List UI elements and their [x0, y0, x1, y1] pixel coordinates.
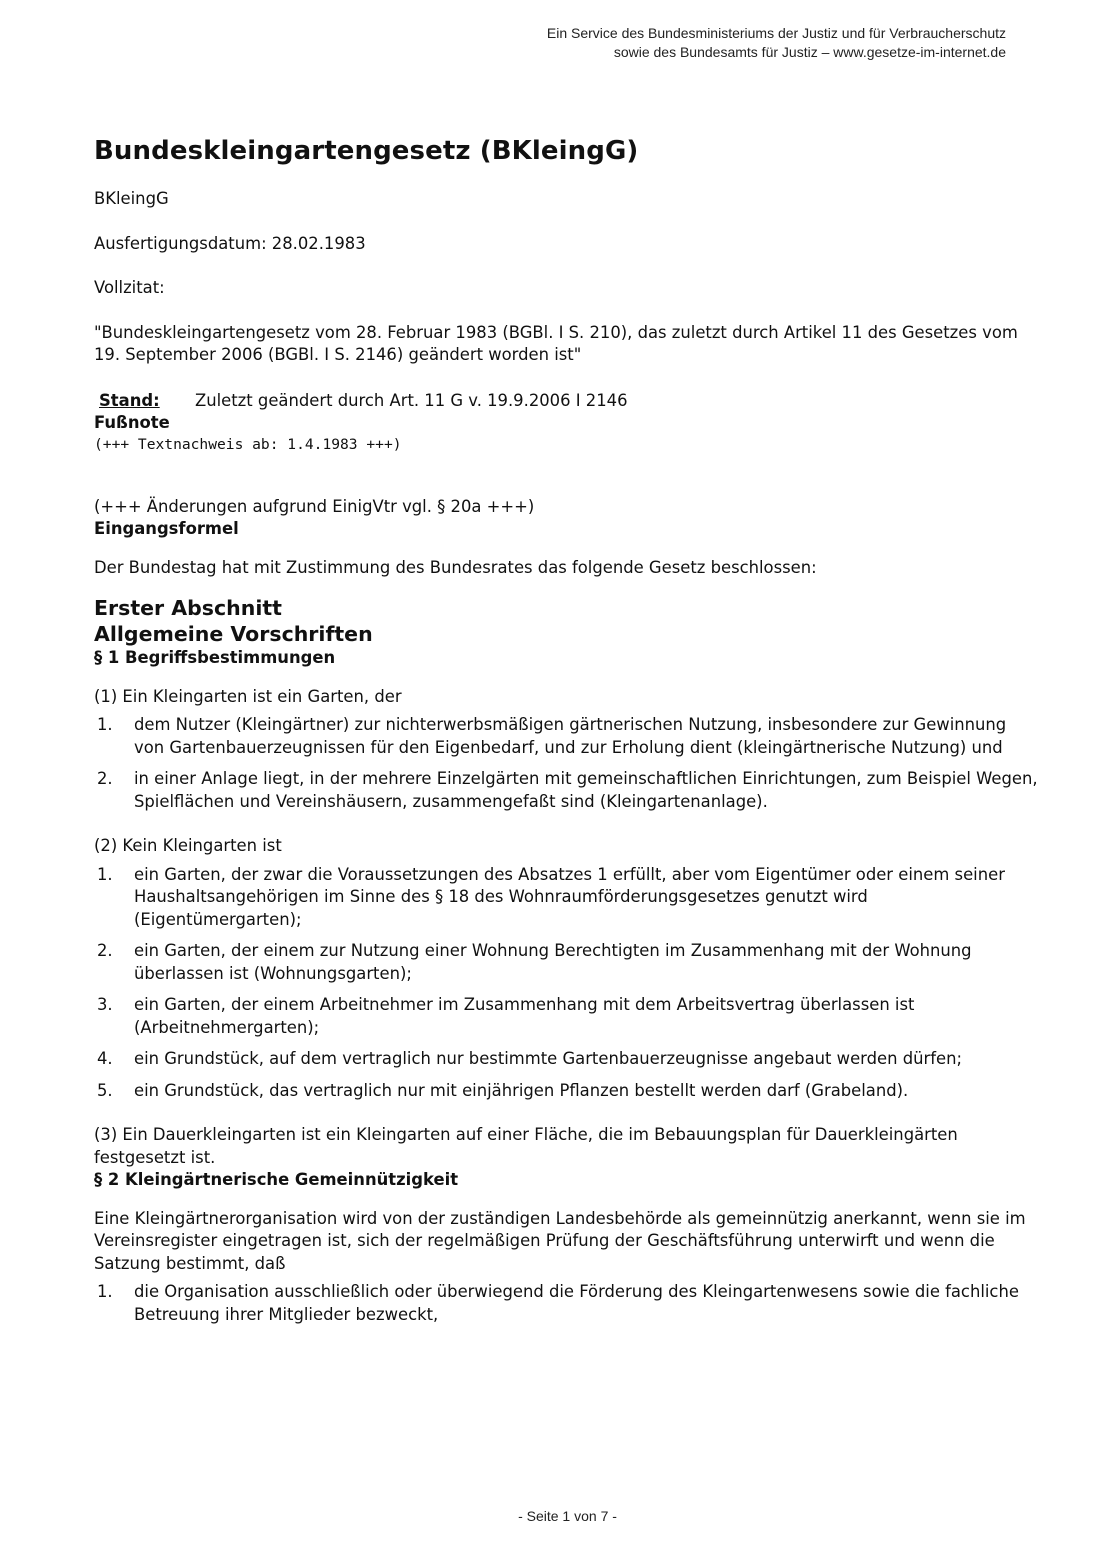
stand-row — [94, 390, 1039, 413]
vollzitat-text: "Bundeskleingartengesetz vom 28. Februar 1983 (BGBl. I S. 210), das zuletzt durch Artikel 11 des Gesetzes vom 19. September 2006 (BGBl. I S. 2146) geändert worden ist" — [94, 322, 1018, 364]
fussnote-aenderungen: (+++ Änderungen aufgrund EinigVtr vgl. § 20a +++) — [94, 496, 535, 516]
list-item-text: ein Garten, der zwar die Voraussetzungen des Absatzes 1 erfüllt, aber vom Eigentümer oder einem seiner Haushaltsangehörigen im Sinne des § 18 des Wohnraumförderungsgesetzes genutzt wird (Eigentümergarten); — [134, 864, 1005, 929]
paragraph-1-absatz-1: (1) Ein Kleingarten ist ein Garten, der — [94, 686, 402, 706]
list-item — [94, 714, 1039, 759]
section-heading — [94, 595, 1039, 647]
fussnote-heading: Fußnote — [94, 413, 170, 432]
stand-label: Stand: — [99, 390, 160, 410]
list-item — [94, 864, 1039, 932]
document-title: Bundeskleingartengesetz (BKleingG) — [94, 136, 639, 166]
list-item-number: 1. — [97, 864, 113, 884]
list-item-text: die Organisation ausschließlich oder überwiegend die Förderung des Kleingartenwesens sowie die fachliche Betreuung ihrer Mitglieder bezweckt, — [134, 1282, 1019, 1324]
list-item — [94, 768, 1039, 813]
stand-text: Zuletzt geändert durch Art. 11 G v. 19.9.2006 I 2146 — [195, 390, 628, 410]
paragraph-2-text: Eine Kleingärtnerorganisation wird von der zuständigen Landesbehörde als gemeinnützig anerkannt, wenn sie im Vereinsregister eingetragen ist, sich der regelmäßigen Prüfung der Geschäftsführung unterwirft und wenn die Satzung bestimmt, daß — [94, 1208, 1026, 1273]
header-line-1: Ein Service des Bundesministeriums der Justiz und für Verbraucherschutz — [546, 25, 1006, 41]
list-item — [94, 1080, 1039, 1103]
list-item — [94, 1281, 1039, 1326]
list-item — [94, 994, 1039, 1039]
vollzitat-label: Vollzitat: — [94, 278, 165, 297]
paragraph-1-absatz-3: (3) Ein Dauerkleingarten ist ein Kleingarten auf einer Fläche, die im Bebauungsplan für Dauerkleingärten festgesetzt ist. — [94, 1125, 958, 1167]
paragraph-2-list — [94, 1281, 1039, 1326]
list-item-number: 1. — [97, 715, 113, 734]
list-item-number: 2. — [97, 941, 113, 960]
list-item-text: in einer Anlage liegt, in der mehrere Einzelgärten mit gemeinschaftlichen Einrichtungen, zum Beispiel Wegen, Spielflächen und Vereinshäusern, zusammengefaßt sind (Kleingartenanlage). — [134, 769, 1038, 811]
paragraph-1-list-2 — [94, 864, 1039, 1103]
list-item — [94, 940, 1039, 985]
page-number: - Seite 1 von 7 - — [518, 1508, 617, 1524]
list-item-text: ein Grundstück, auf dem vertraglich nur bestimmte Gartenbauerzeugnisse angebaut werden dürfen; — [134, 1049, 963, 1068]
header-line-2: sowie des Bundesamts für Justiz – www.gesetze-im-internet.de — [613, 44, 1006, 60]
list-item — [94, 1048, 1039, 1071]
list-item-text: ein Garten, der einem Arbeitnehmer im Zusammenhang mit dem Arbeitsvertrag überlassen ist (Arbeitnehmergarten); — [134, 995, 915, 1037]
eingangsformel-heading: Eingangsformel — [94, 519, 239, 538]
ausfertigungsdatum: Ausfertigungsdatum: 28.02.1983 — [94, 233, 366, 253]
law-abbreviation: BKleingG — [94, 189, 169, 208]
list-item-number: 4. — [97, 1049, 113, 1068]
list-item-number: 2. — [97, 769, 113, 788]
list-item-text: ein Garten, der einem zur Nutzung einer Wohnung Berechtigten im Zusammenhang mit der Wohnung überlassen ist (Wohnungsgarten); — [134, 941, 972, 983]
paragraph-1-list-1 — [94, 714, 1039, 813]
paragraph-1-heading: § 1 Begriffsbestimmungen — [94, 648, 336, 667]
fussnote-textnachweis: (+++ Textnachweis ab: 1.4.1983 +++) — [94, 435, 402, 453]
list-item-number: 1. — [97, 1282, 113, 1301]
document-body — [94, 132, 1039, 1335]
section-heading-line-2: Allgemeine Vorschriften — [94, 622, 373, 646]
list-item-text: dem Nutzer (Kleingärtner) zur nichterwerbsmäßigen gärtnerischen Nutzung, insbesondere zur Gewinnung von Gartenbauerzeugnissen für den Eigenbedarf, und zur Erholung dient (kleingärtnerische Nutzung) und — [134, 715, 1007, 757]
page-header — [547, 24, 1006, 62]
list-item-number: 5. — [97, 1080, 113, 1100]
list-item-text: ein Grundstück, das vertraglich nur mit einjährigen Pflanzen bestellt werden darf (Grabeland). — [134, 1080, 909, 1100]
eingangsformel-text: Der Bundestag hat mit Zustimmung des Bundesrates das folgende Gesetz beschlossen: — [94, 557, 817, 577]
list-item-number: 3. — [97, 995, 113, 1014]
paragraph-1-absatz-2: (2) Kein Kleingarten ist — [94, 836, 282, 855]
paragraph-2-heading: § 2 Kleingärtnerische Gemeinnützigkeit — [94, 1170, 459, 1189]
section-heading-line-1: Erster Abschnitt — [94, 596, 282, 620]
